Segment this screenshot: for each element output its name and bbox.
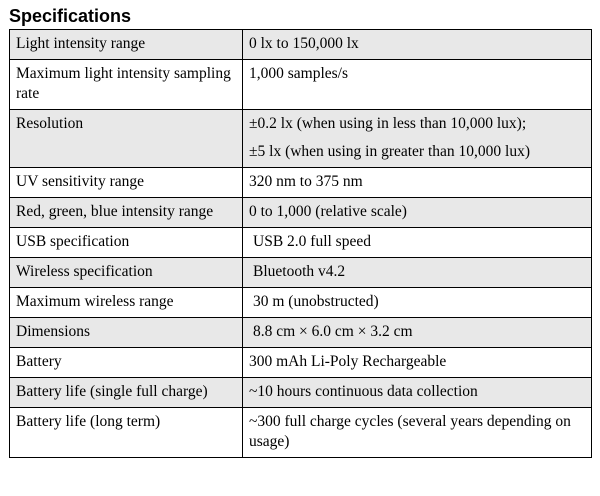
row-label-resolution: Resolution: [10, 110, 243, 168]
row-label-battery-life-single: Battery life (single full charge): [10, 378, 243, 408]
row-value-rgb-intensity: 0 to 1,000 (relative scale): [243, 198, 592, 228]
table-row: [10, 378, 592, 408]
section-title: Specifications: [9, 6, 132, 26]
table-row: [10, 408, 592, 458]
row-value-max-wireless-range: [243, 288, 592, 318]
row-label-usb-spec: USB specification: [10, 228, 243, 258]
usb-spec-text: USB 2.0 full speed: [253, 233, 371, 250]
row-value-resolution: [243, 110, 592, 168]
row-label-battery-life-long: Battery life (long term): [10, 408, 243, 458]
row-value-wireless-spec: [243, 258, 592, 288]
row-label-rgb-intensity: Red, green, blue intensity range: [10, 198, 243, 228]
row-label-uv-sensitivity: UV sensitivity range: [10, 168, 243, 198]
resolution-value-low: ±0.2 lx (when using in less than 10,000 lux);: [249, 115, 527, 132]
table-row: [10, 318, 592, 348]
table-row: [10, 228, 592, 258]
row-value-light-intensity-range: 0 lx to 150,000 lx: [243, 30, 592, 60]
table-row: [10, 110, 592, 168]
table-row: [10, 348, 592, 378]
row-label-light-intensity-range: Light intensity range: [10, 30, 243, 60]
table-row: [10, 288, 592, 318]
table-row: [10, 60, 592, 110]
row-value-battery: 300 mAh Li-Poly Rechargeable: [243, 348, 592, 378]
row-value-battery-life-long: ~300 full charge cycles (several years depending on usage): [243, 408, 592, 458]
table-row: [10, 168, 592, 198]
resolution-value-high: ±5 lx (when using in greater than 10,000 lux): [249, 143, 530, 160]
table-row: [10, 258, 592, 288]
row-value-dimensions: [243, 318, 592, 348]
table-row: [10, 198, 592, 228]
row-label-max-wireless-range: Maximum wireless range: [10, 288, 243, 318]
dimensions-text: 8.8 cm × 6.0 cm × 3.2 cm: [253, 323, 413, 340]
row-label-max-sampling-rate: Maximum light intensity sampling rate: [10, 60, 243, 110]
row-value-battery-life-single: ~10 hours continuous data collection: [243, 378, 592, 408]
wireless-range-text: 30 m (unobstructed): [253, 293, 379, 310]
row-label-battery: Battery: [10, 348, 243, 378]
wireless-spec-text: Bluetooth v4.2: [253, 263, 346, 280]
specifications-table: [9, 29, 592, 458]
row-label-dimensions: Dimensions: [10, 318, 243, 348]
table-row: [10, 30, 592, 60]
row-value-usb-spec: [243, 228, 592, 258]
row-value-uv-sensitivity: 320 nm to 375 nm: [243, 168, 592, 198]
row-value-max-sampling-rate: 1,000 samples/s: [243, 60, 592, 110]
row-label-wireless-spec: Wireless specification: [10, 258, 243, 288]
